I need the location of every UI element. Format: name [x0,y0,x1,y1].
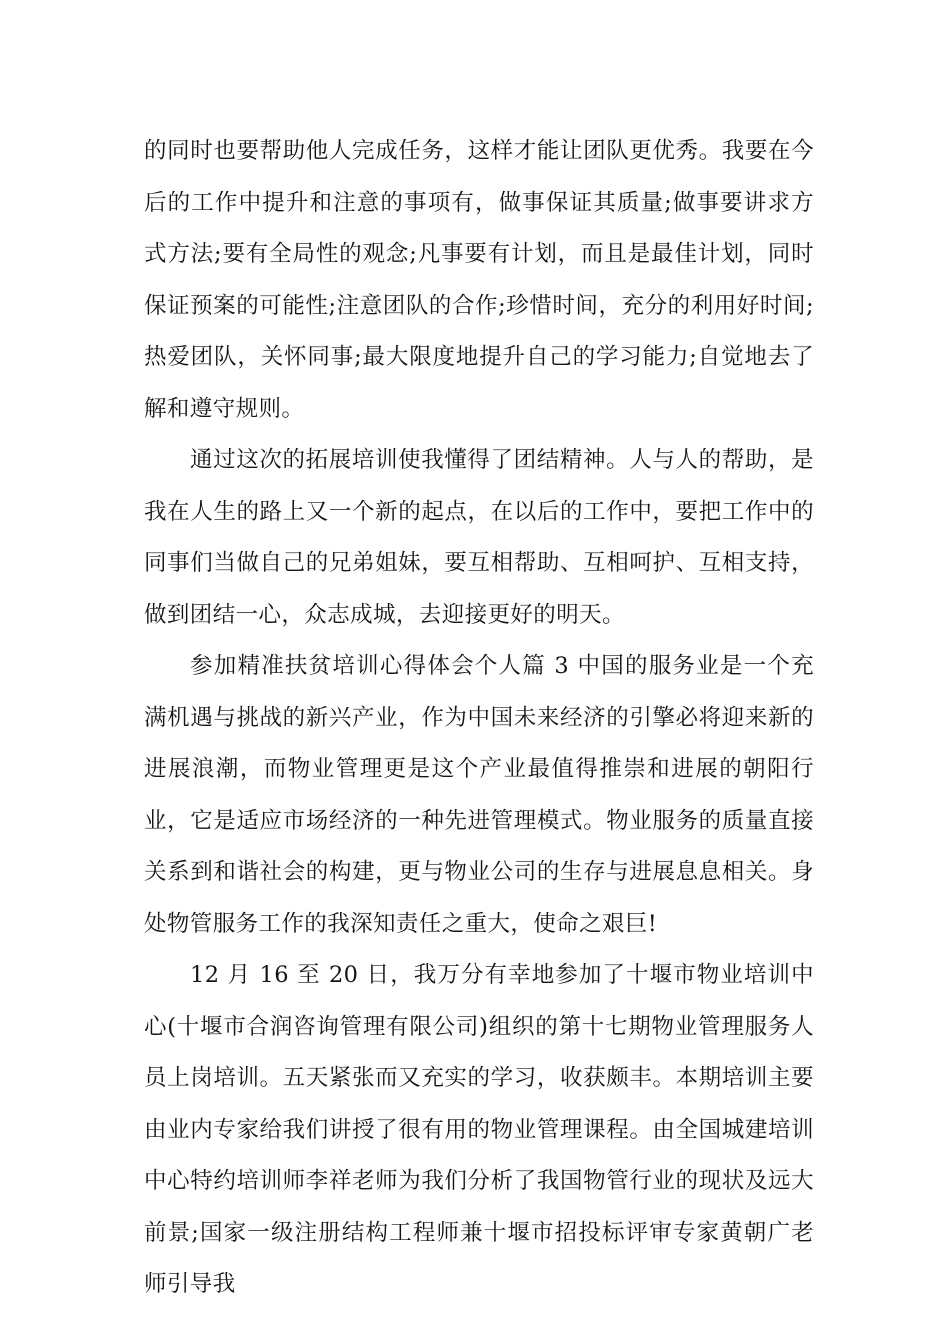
paragraph-training: 12 月 16 至 20 日，我万分有幸地参加了十堰市物业培训中心(十堰市合润咨询管理有限公司)组织的第十七期物业管理服务人员上岗培训。五天紧张而又充实的学习，收获颇丰。本期培训主要由业内专家给我们讲授了很有用的物业管理课程。由全国城建培训中心特约培训师李祥老师为我们分析了我国物管行业的现状及远大前景;国家一级注册结构工程师兼十堰市招投标评审专家黄朝广老师引导我 [144,962,814,1297]
paragraph-teamwork: 通过这次的拓展培训使我懂得了团结精神。人与人的帮助，是我在人生的路上又一个新的起点，在以后的工作中，要把工作中的同事们当做自己的兄弟姐妹，要互相帮助、互相呵护、互相支持，做到团结一心，众志成城，去迎接更好的明天。 [144,447,814,628]
paragraph-continuation: 的同时也要帮助他人完成任务，这样才能让团队更优秀。我要在今后的工作中提升和注意的事项有，做事保证其质量;做事要讲求方式方法;要有全局性的观念;凡事要有计划，而且是最佳计划，同时保证预案的可能性;注意团队的合作;珍惜时间，充分的利用好时间;热爱团队，关怀同事;最大限度地提升自己的学习能力;自觉地去了解和遵守规则。 [144,138,814,422]
document-body [144,126,814,1311]
paragraph-service-industry: 参加精准扶贫培训心得体会个人篇 3 中国的服务业是一个充满机遇与挑战的新兴产业，作为中国未来经济的引擎必将迎来新的进展浪潮，而物业管理更是这个产业最值得推崇和进展的朝阳行业，它是适应市场经济的一种先进管理模式。物业服务的质量直接关系到和谐社会的构建，更与物业公司的生存与进展息息相关。身处物管服务工作的我深知责任之重大，使命之艰巨! [144,653,814,937]
